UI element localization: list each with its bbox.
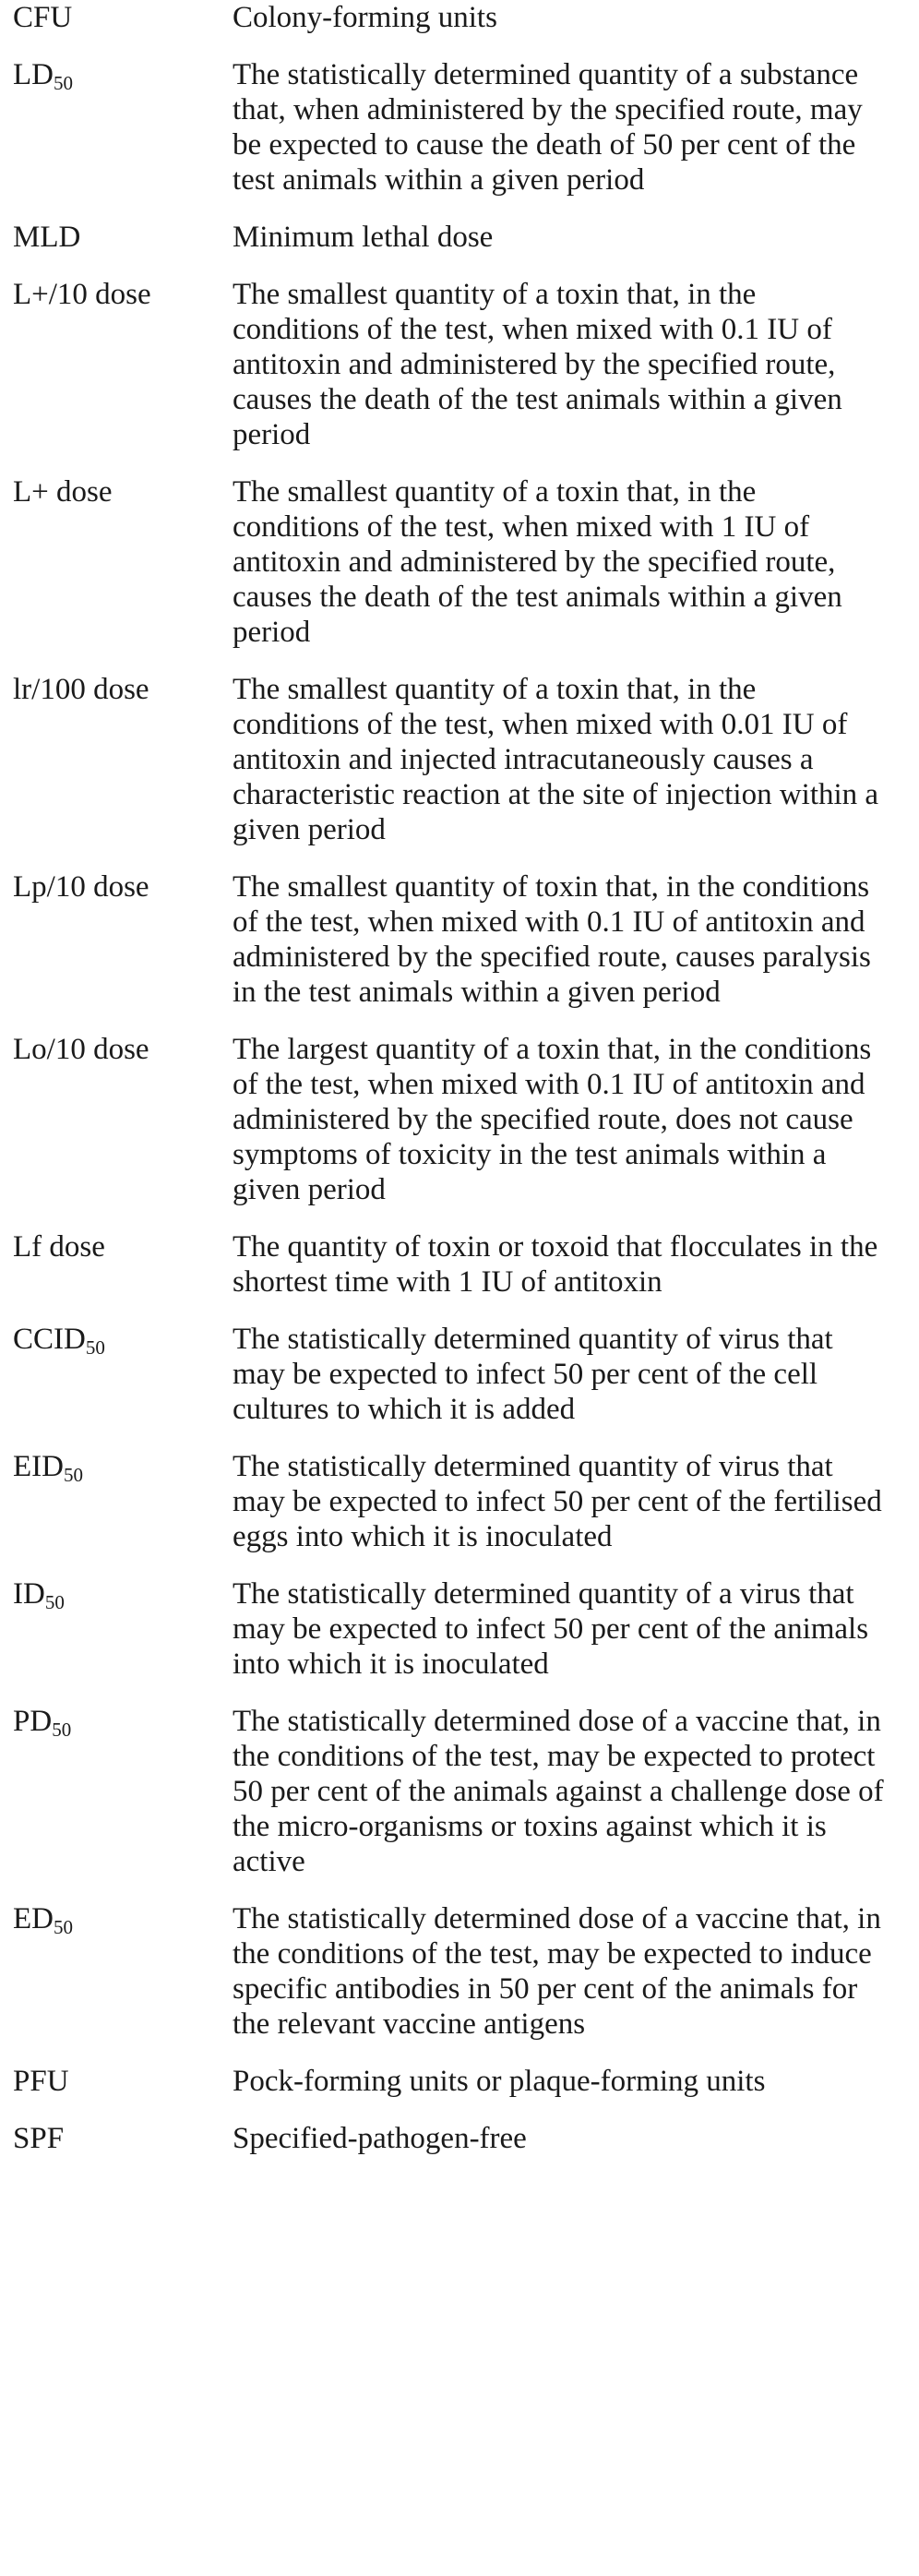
- glossary-entry: [13, 1704, 908, 1879]
- glossary-term: [13, 474, 233, 509]
- term-subscript: 50: [54, 1916, 73, 1938]
- definition-line: conditions of the test, when mixed with: [233, 870, 870, 939]
- definition-line: animals within a given period: [233, 383, 842, 451]
- glossary-term: [13, 57, 233, 92]
- definition-line: intracutaneously causes a characteristic: [233, 743, 814, 811]
- definition-line: may be expected to protect 50 per cent of: [233, 1740, 876, 1808]
- glossary-definition: [233, 672, 888, 847]
- definition-line: The statistically determined quantity of: [233, 1450, 711, 1483]
- definition-line: specified route, causes paralysis in the test: [233, 941, 871, 1009]
- glossary-term: [13, 1032, 233, 1067]
- glossary-entry: [13, 1032, 908, 1207]
- term-subscript: 50: [44, 1591, 65, 1613]
- definition-line: a virus that may be expected to infect: [233, 1577, 854, 1646]
- term-text: PFU: [13, 2065, 69, 2098]
- glossary-entry: [13, 672, 908, 847]
- definition-line: micro-organisms or toxins against which it: [277, 1810, 799, 1843]
- glossary-definition: [233, 1901, 888, 2042]
- glossary-term: [13, 2121, 233, 2156]
- glossary-term: [13, 1322, 233, 1357]
- term-text: L+ dose: [13, 475, 113, 509]
- glossary-term: [13, 1576, 233, 1611]
- glossary-term: [13, 1449, 233, 1484]
- definition-line: virus that may be expected to infect 50 per: [233, 1450, 833, 1518]
- definition-line: 0.1 IU of antitoxin and administered by the: [233, 313, 832, 381]
- definition-line: the conditions of the test, when mixed: [233, 673, 757, 741]
- glossary-definition: [233, 474, 888, 650]
- glossary-entry: [13, 1901, 908, 2042]
- definition-line: is active: [233, 1810, 827, 1878]
- glossary-entry: [13, 1449, 908, 1554]
- definition-line: antitoxin: [554, 1265, 662, 1299]
- glossary-definition: [233, 1704, 888, 1879]
- definition-line: Colony-forming units: [233, 1, 497, 34]
- glossary-entry: [13, 57, 908, 198]
- definition-line: specified route, may be expected to cause: [233, 93, 863, 162]
- definition-line: vaccine that, in the conditions of the: [233, 1902, 881, 1971]
- glossary-entry: [13, 2121, 908, 2156]
- term-text: ED: [13, 1902, 54, 1935]
- definition-line: The smallest quantity of a toxin that, in the: [233, 475, 757, 509]
- definition-line: with 0.01 IU of antitoxin and injected: [233, 708, 848, 776]
- glossary-definition: [233, 277, 888, 452]
- definition-line: within a given period: [384, 163, 645, 197]
- glossary-definition: [233, 0, 888, 35]
- term-text: CFU: [13, 1, 73, 34]
- definition-line: conditions of the test, when mixed with: [233, 1033, 872, 1101]
- glossary-entry: [13, 869, 908, 1010]
- glossary-term: [13, 869, 233, 905]
- term-text: Lf dose: [13, 1230, 105, 1264]
- definition-line: 1 IU of antitoxin and administered by the: [233, 510, 810, 579]
- definition-line: 50 per cent of the animals into which it is: [233, 1612, 869, 1681]
- glossary-definition: [233, 220, 888, 255]
- definition-line: the animals against a challenge dose of the: [233, 1775, 884, 1843]
- glossary-definition: [233, 2064, 888, 2099]
- term-text: SPF: [13, 2122, 65, 2155]
- glossary-entry: [13, 1229, 908, 1300]
- term-text: Lp/10 dose: [13, 870, 149, 904]
- definition-line: Specified-pathogen-free: [233, 2122, 527, 2155]
- glossary-term: [13, 0, 233, 35]
- term-text: Lo/10 dose: [13, 1033, 149, 1066]
- definition-line: The statistically determined quantity of: [233, 1577, 711, 1611]
- glossary-definition: [233, 1229, 888, 1300]
- definition-line: Minimum lethal dose: [233, 221, 494, 254]
- term-text: ID: [13, 1577, 45, 1611]
- term-subscript: 50: [52, 1719, 72, 1741]
- definition-line: animals within a given period: [233, 581, 842, 649]
- definition-line: toxicity in the test animals within a given: [233, 1138, 827, 1206]
- glossary-definition: [233, 2121, 888, 2156]
- definition-line: The smallest quantity of a toxin that, in the: [233, 278, 757, 311]
- definition-line: the death of 50 per cent of the test animals: [233, 128, 856, 197]
- glossary-definition: [233, 1032, 888, 1207]
- definition-line: The statistically determined dose of a: [233, 1705, 688, 1738]
- definition-line: 0.1 IU of antitoxin and administered by the: [233, 1068, 865, 1136]
- glossary-term: [13, 2064, 233, 2099]
- glossary-entry: [13, 2064, 908, 2099]
- definition-line: inoculated: [485, 1520, 613, 1553]
- definition-line: test, may be expected to induce specific: [233, 1937, 872, 2006]
- definition-line: animals within a given period: [358, 976, 721, 1009]
- glossary-term: [13, 1704, 233, 1739]
- glossary-entry: [13, 277, 908, 452]
- term-subscript: 50: [63, 1464, 83, 1486]
- definition-line: cent of the cell cultures to which it is added: [233, 1358, 818, 1426]
- definition-line: reaction at the site of injection within a: [402, 778, 879, 811]
- glossary-definition: [233, 869, 888, 1010]
- definition-line: antibodies in 50 per cent of the animals for: [334, 1972, 858, 2006]
- glossary-definition: [233, 1576, 888, 1682]
- glossary-definition: [233, 57, 888, 198]
- term-text: L+/10 dose: [13, 278, 151, 311]
- definition-line: virus that may be expected to infect 50 per: [233, 1323, 833, 1391]
- term-text: lr/100 dose: [13, 673, 149, 706]
- definition-line: specified route, causes the death of the test: [233, 545, 836, 614]
- definition-line: conditions of the test, when mixed with: [233, 510, 714, 544]
- definition-line: 0.1 IU of antitoxin and administered by the: [233, 905, 865, 974]
- definition-line: The statistically determined quantity of a: [233, 58, 733, 91]
- definition-line: flocculates in the shortest time with 1 IU of: [233, 1230, 878, 1299]
- glossary-term: [13, 277, 233, 312]
- abbreviations-glossary: [13, 0, 908, 2178]
- definition-line: the relevant vaccine antigens: [233, 2007, 586, 2041]
- definition-line: The statistically determined dose of a: [233, 1902, 688, 1935]
- definition-line: The smallest quantity of toxin that, in the: [233, 870, 735, 904]
- definition-line: period: [307, 1173, 386, 1206]
- glossary-term: [13, 1229, 233, 1264]
- glossary-definition: [233, 1322, 888, 1427]
- definition-line: The quantity of toxin or toxoid that: [233, 1230, 662, 1264]
- definition-line: specified route, causes the death of the test: [233, 348, 836, 416]
- definition-line: Pock-forming units or plaque-forming units: [233, 2065, 766, 2098]
- term-subscript: 50: [85, 1336, 105, 1359]
- definition-line: The smallest quantity of a toxin that, in: [233, 673, 711, 706]
- term-subscript: 50: [54, 72, 73, 94]
- definition-line: inoculated: [422, 1647, 549, 1681]
- glossary-definition: [233, 1449, 888, 1554]
- glossary-entry: [13, 1576, 908, 1682]
- definition-line: given period: [233, 813, 386, 846]
- glossary-term: [13, 220, 233, 255]
- term-text: EID: [13, 1450, 64, 1483]
- glossary-entry: [13, 220, 908, 255]
- term-text: CCID: [13, 1323, 86, 1356]
- glossary-term: [13, 672, 233, 707]
- glossary-entry: [13, 474, 908, 650]
- term-text: LD: [13, 58, 54, 91]
- glossary-entry: [13, 0, 908, 35]
- definition-line: The statistically determined quantity of: [233, 1323, 711, 1356]
- term-text: PD: [13, 1705, 53, 1738]
- definition-line: conditions of the test, when mixed with: [233, 313, 714, 346]
- definition-line: The largest quantity of a toxin that, in the: [233, 1033, 737, 1066]
- glossary-entry: [13, 1322, 908, 1427]
- glossary-term: [13, 1901, 233, 1936]
- definition-line: substance that, when administered by the: [233, 58, 859, 126]
- term-text: MLD: [13, 221, 81, 254]
- definition-line: cent of the fertilised eggs into which it is: [233, 1485, 882, 1553]
- definition-line: vaccine that, in the conditions of the test,: [233, 1705, 881, 1773]
- definition-line: specified route, does not cause symptoms of: [233, 1103, 853, 1171]
